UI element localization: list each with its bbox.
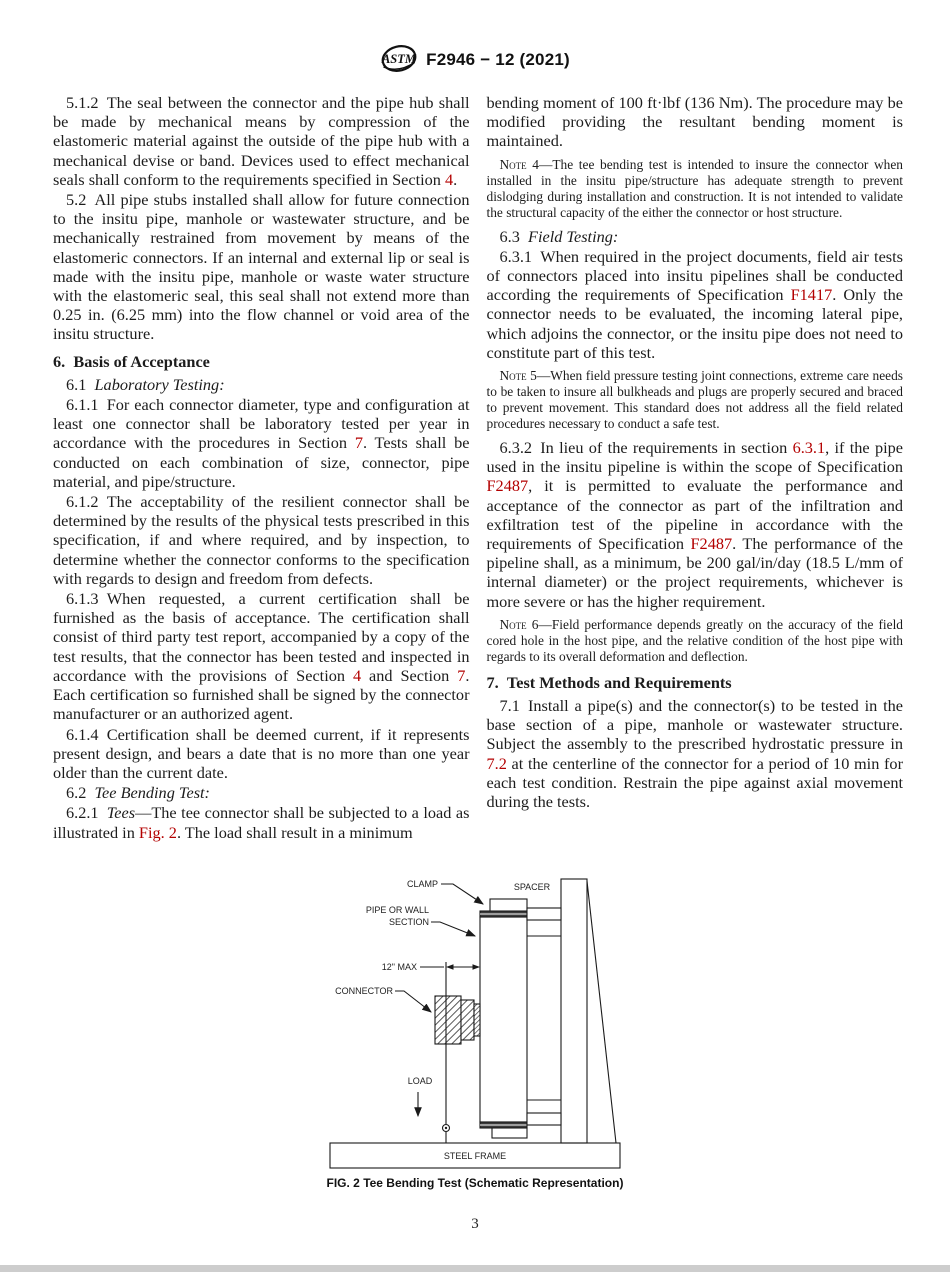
- text-run: . Each certification so furnished shall be signed by the connector manufacturer or an authorized agent.: [53, 665, 470, 724]
- note-paragraph: [487, 617, 904, 665]
- body-paragraph: [53, 395, 470, 491]
- text-columns: [53, 92, 903, 843]
- figure-caption: FIG. 2 Tee Bending Test (Schematic Representation): [326, 1176, 624, 1190]
- text-run: 6.2: [66, 783, 95, 803]
- text-run: 5.2 All pipe stubs installed shall allow for future connection to the insitu pipe, manhole or wastewater structure, and be mechanically restrained from movement by means of the elastomeric connectors. If an internal and external lip or seal is made with the insitu pipe, manhole or waste water structure with the elastomeric seal, this seal shall not extend more than 0.25 in. (6.25 mm) into the flow channel or void area of the insitu structure.: [53, 190, 470, 344]
- text-run: 6. Basis of Acceptance: [53, 351, 210, 371]
- text-run: . Tests shall be conducted on each combination of size, connector, pipe material, and pipe/structure.: [53, 433, 470, 491]
- text-run: 5.1.2 The seal between the connector and the pipe hub shall be made by mechanical means by compression of the elastomeric material against the outside of the pipe hub with a mechanical devise or band. Devices used to effect mechanical seals shall conform to the requirements specified in Section: [53, 93, 470, 189]
- figure-label-connector: CONNECTOR: [335, 986, 393, 996]
- clamp-top-shape: [490, 899, 527, 911]
- note-paragraph: [487, 368, 904, 432]
- clamp-leader-arrow: [441, 884, 483, 904]
- standard-designation: F2946 − 12 (2021): [426, 50, 570, 69]
- load-line: [443, 962, 450, 1143]
- text-run: . The load shall result in a minimum: [176, 822, 413, 842]
- text-run: Field performance depends greatly on the accuracy of the field cored hole in the host pipe, and the relative condition of the host pipe with regards to its overall deformation and deflection.: [486, 616, 904, 664]
- text-run: 6.3.2 In lieu of the requirements in section: [499, 438, 793, 458]
- text-run: Tees: [106, 803, 136, 823]
- text-run: and Section: [361, 665, 458, 685]
- page-number: 3: [471, 1216, 479, 1232]
- figure-label-pipe-1: PIPE OR WALL: [365, 905, 429, 915]
- cross-reference-link[interactable]: F2487: [690, 534, 733, 554]
- figure-label-clamp: CLAMP: [406, 879, 438, 889]
- pipe-or-wall-section-shape: [480, 917, 527, 1122]
- text-run: 6.2.1: [66, 803, 107, 823]
- astm-logo-icon: [380, 42, 418, 78]
- figure-label-dimension: 12" MAX: [381, 962, 417, 972]
- text-run: . Only the connector needs to be evaluated, the incoming lateral pipe, which adjoins the connector, or the insitu pipe does not need to constitute part of this test.: [486, 285, 903, 362]
- cross-reference-link[interactable]: Fig. 2: [138, 822, 177, 842]
- text-run: Laboratory Testing:: [94, 374, 225, 394]
- text-run: Note 5—: [499, 368, 551, 384]
- text-run: . The performance of the pipeline shall, as a minimum, be 200 gal/in/day (18.5 L/mm of internal diameter) or the project requirements, whichever is more severe or has the higher requirement.: [486, 534, 903, 611]
- body-paragraph: [53, 783, 470, 802]
- section-heading: [487, 673, 904, 692]
- cross-reference-link[interactable]: 4: [352, 665, 362, 685]
- figure-label-load: LOAD: [407, 1076, 433, 1086]
- body-paragraph: [487, 696, 904, 811]
- cross-reference-link[interactable]: 7.2: [486, 753, 507, 773]
- text-run: 6.1.3 When requested, a current certification shall be furnished as the basis of acceptance. The certification shall consist of third party test report, accompanied by a copy of the test results, that the connector has been tested and inspected in accordance with the provisions of Section: [53, 589, 470, 685]
- text-run: —The tee connector shall be subjected to a load as illustrated in: [53, 803, 470, 842]
- body-paragraph: [487, 93, 904, 151]
- section-heading: [53, 352, 470, 371]
- frame-column-shape: [561, 879, 587, 1143]
- cross-reference-link[interactable]: 6.3.1: [792, 438, 826, 458]
- text-run: , it is permitted to evaluate the performance and acceptance of the connector as part of the infiltration and exfiltration test of the pipeline in accordance with the requirements of Specification: [486, 476, 903, 554]
- pipe-leader-arrow: [431, 922, 475, 936]
- figure-label-pipe-2: SECTION: [388, 917, 429, 927]
- body-paragraph: [53, 190, 470, 344]
- figure-2-schematic: [325, 866, 625, 1172]
- text-run: , if the pipe used in the insitu pipeline is within the scope of Specification: [486, 438, 903, 477]
- text-run: 6.1: [66, 374, 95, 394]
- text-run: When field pressure testing joint connections, extreme care needs to be taken to insure all bulkheads and plugs are properly secured and braced to prevent movement. This standard does not address all the field related procedures necessary to conduct a safe test.: [486, 368, 904, 432]
- cross-reference-link[interactable]: 4: [445, 169, 454, 189]
- body-paragraph: [53, 725, 470, 783]
- column-right: [487, 92, 904, 843]
- spacer-top-shape: [527, 908, 561, 920]
- dimension-12in-max: [420, 964, 480, 970]
- column-left: [53, 92, 470, 843]
- text-run: 6.1.4 Certification shall be deemed current, if it represents present design, and bears a date that is no more than one year older than the current date.: [53, 724, 470, 782]
- text-run: Note 4—: [499, 156, 553, 172]
- astm-logo-text: ASTM: [382, 52, 417, 66]
- text-run: bending moment of 100 ft·lbf (136 Nm). The procedure may be modified providing the resultant bending moment is maintained.: [486, 93, 903, 151]
- connector-shape: [435, 996, 480, 1044]
- text-run: 7.1 Install a pipe(s) and the connector(s) to be tested in the base section of a pipe, manhole or wastewater structure. Subject the assembly to the prescribed hydrostatic pressure in: [486, 696, 903, 754]
- text-run: 6.1.1 For each connector diameter, type and configuration at least one connector shall be laboratory tested per year in accordance with the procedures in Section: [53, 395, 470, 453]
- text-run: Note 6—: [499, 616, 552, 632]
- text-run: 6.1.2 The acceptability of the resilient connector shall be determined by the results of the physical tests prescribed in this specification, if and where required, and by inspection, to determine whether the connector conforms to the specification with regards to design and freedom from defects.: [53, 492, 470, 588]
- text-run: at the centerline of the connector for a period of 10 min for each test condition. Restrain the pipe against axial movement during the tests.: [486, 753, 903, 812]
- text-run: .: [453, 169, 458, 189]
- spacer-bottom-shape: [527, 1113, 561, 1125]
- cross-reference-link[interactable]: F1417: [790, 285, 833, 305]
- body-paragraph: [53, 375, 470, 394]
- body-paragraph: [487, 438, 904, 611]
- body-paragraph: [487, 227, 904, 246]
- body-paragraph: [53, 589, 470, 723]
- text-run: The tee bending test is intended to insure the connector when installed in the insitu pipe/structure has adequate strength to prevent dislodging during installation and construction. It is not intended to validate the structural capacity of the either the connector or host structure.: [486, 156, 903, 220]
- cross-reference-link[interactable]: 7: [457, 665, 466, 685]
- text-run: Field Testing:: [528, 226, 619, 246]
- clamp-bottom-shape: [492, 1128, 527, 1138]
- figure-label-steel-frame: STEEL FRAME: [443, 1151, 507, 1161]
- cross-reference-link[interactable]: 7: [354, 433, 363, 453]
- page-bottom-edge: [0, 1265, 950, 1272]
- text-run: 6.3.1 When required in the project documents, field air tests of connectors placed into insitu pipelines shall be conducted according the requirements of Specification: [486, 246, 903, 305]
- body-paragraph: [487, 247, 904, 362]
- page-header: [0, 42, 950, 78]
- body-paragraph: [53, 803, 470, 841]
- text-run: 7. Test Methods and Requirements: [486, 672, 732, 692]
- connector-leader-arrow: [395, 991, 431, 1012]
- note-paragraph: [487, 157, 904, 221]
- body-paragraph: [53, 93, 470, 189]
- cross-reference-link[interactable]: F2487: [486, 476, 529, 496]
- text-run: 6.3: [499, 226, 528, 246]
- figure-label-spacer: SPACER: [513, 882, 551, 892]
- frame-brace-line: [587, 881, 616, 1143]
- body-paragraph: [53, 492, 470, 588]
- text-run: Tee Bending Test:: [94, 783, 210, 803]
